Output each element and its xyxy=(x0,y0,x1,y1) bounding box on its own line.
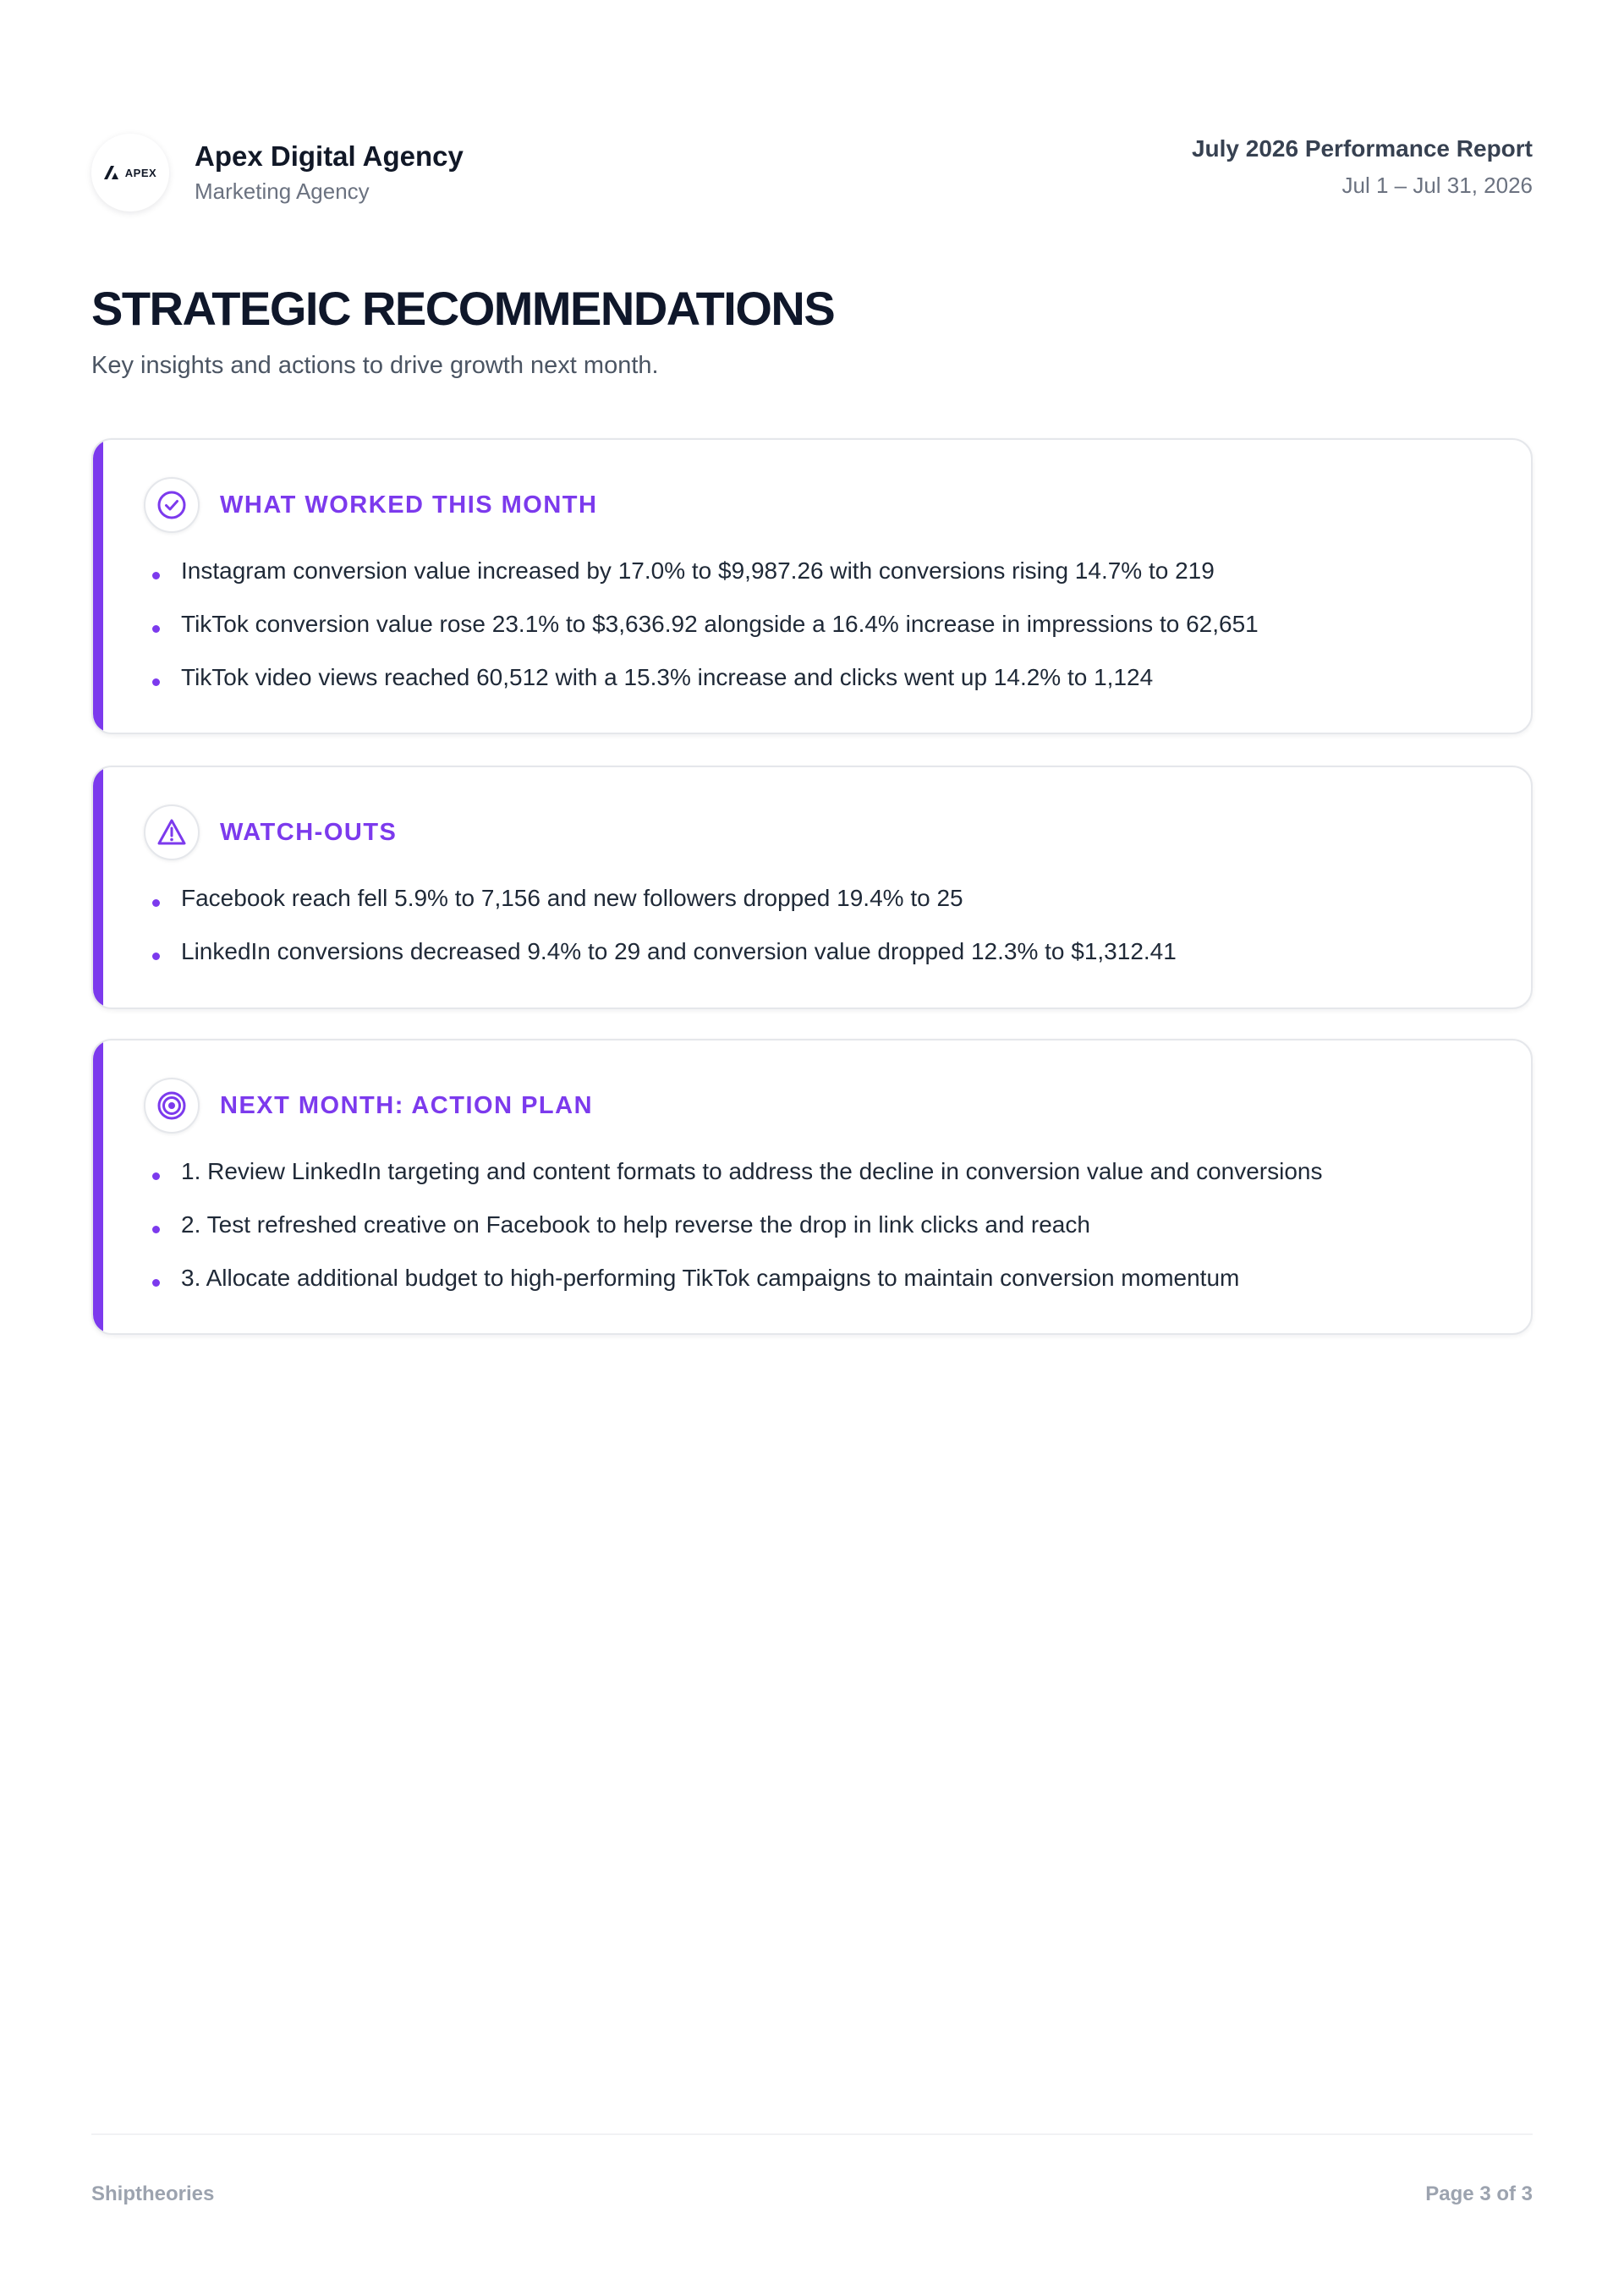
footer-brand: Shiptheories xyxy=(91,2182,215,2205)
card-list xyxy=(151,1155,1497,1315)
card-header xyxy=(144,804,397,860)
list-item xyxy=(151,1208,1497,1261)
brand-text xyxy=(195,140,464,206)
list-item-text: 3. Allocate additional budget to high-performing TikTok campaigns to maintain conversion momentum xyxy=(181,1265,1240,1291)
card-title: WATCH-OUTS xyxy=(220,818,398,846)
page-header xyxy=(91,134,1533,215)
list-item xyxy=(151,935,1497,988)
list-item-text: TikTok conversion value rose 23.1% to $3,636.92 alongside a 16.4% increase in impressions to 62,651 xyxy=(181,611,1259,637)
card-list xyxy=(151,554,1497,714)
agency-logo xyxy=(91,134,169,211)
card-icon-wrap xyxy=(144,477,200,533)
page-number: Page 3 of 3 xyxy=(1425,2182,1533,2205)
bullet-dot xyxy=(152,1226,160,1233)
logo-wordmark: APEX xyxy=(124,166,157,179)
list-item xyxy=(151,607,1497,661)
card-list xyxy=(151,881,1497,988)
check-circle-icon xyxy=(156,489,188,521)
bullet-dot xyxy=(152,953,160,960)
bullet-dot xyxy=(152,678,160,686)
apex-logo-icon xyxy=(104,166,123,179)
bullet-dot xyxy=(152,625,160,633)
card-watch-outs xyxy=(91,766,1533,1009)
card-title: WHAT WORKED THIS MONTH xyxy=(220,491,598,519)
report-title: July 2026 Performance Report xyxy=(1191,135,1533,162)
list-item xyxy=(151,554,1497,607)
list-item-text: Facebook reach fell 5.9% to 7,156 and new followers dropped 19.4% to 25 xyxy=(181,885,963,911)
bullet-dot xyxy=(152,572,160,579)
bullet-dot xyxy=(152,1279,160,1287)
list-item-text: 1. Review LinkedIn targeting and content formats to address the decline in conversion value and conversions xyxy=(181,1158,1323,1184)
page-title: STRATEGIC RECOMMENDATIONS xyxy=(91,282,835,335)
list-item-text: 2. Test refreshed creative on Facebook to help reverse the drop in link clicks and reach xyxy=(181,1211,1090,1238)
list-item xyxy=(151,881,1497,935)
card-icon-wrap xyxy=(144,1078,200,1134)
list-item xyxy=(151,1261,1497,1315)
card-header xyxy=(144,477,597,533)
target-icon xyxy=(155,1089,189,1123)
list-item-text: Instagram conversion value increased by 17.0% to $9,987.26 with conversions rising 14.7% to 219 xyxy=(181,557,1215,584)
brand-name: Apex Digital Agency xyxy=(195,140,464,172)
card-action-plan xyxy=(91,1039,1533,1335)
list-item xyxy=(151,1155,1497,1208)
bullet-dot xyxy=(152,899,160,907)
logo-mark-group xyxy=(104,166,156,179)
bullet-dot xyxy=(152,1172,160,1180)
list-item-text: LinkedIn conversions decreased 9.4% to 29 and conversion value dropped 12.3% to $1,312.41 xyxy=(181,938,1177,964)
card-header xyxy=(144,1078,593,1134)
warning-triangle-icon xyxy=(155,815,189,849)
card-title: NEXT MONTH: ACTION PLAN xyxy=(220,1091,594,1119)
list-item-text: TikTok video views reached 60,512 with a 15.3% increase and clicks went up 14.2% to 1,124 xyxy=(181,664,1154,690)
brand-subtitle: Marketing Agency xyxy=(195,178,370,204)
page-subtitle: Key insights and actions to drive growth next month. xyxy=(91,352,659,379)
list-item xyxy=(151,661,1497,714)
report-meta xyxy=(1192,134,1533,200)
report-dates: Jul 1 – Jul 31, 2026 xyxy=(1341,173,1533,198)
card-icon-wrap xyxy=(144,804,200,860)
footer-divider xyxy=(91,2133,1533,2135)
card-what-worked xyxy=(91,438,1533,734)
brand xyxy=(91,134,464,211)
